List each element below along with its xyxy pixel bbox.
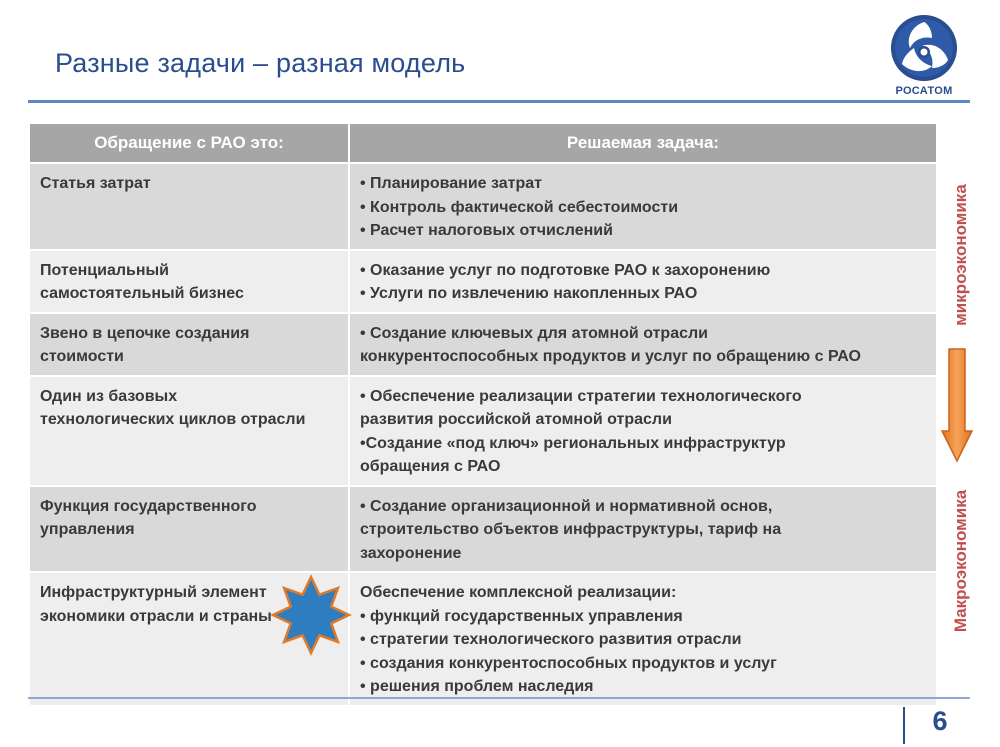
task-line: • Создание организационной и нормативной основ, (360, 497, 773, 515)
tasks-table (28, 122, 938, 707)
task-line: • Контроль фактической себестоимости (360, 198, 679, 216)
page-number: 6 (932, 706, 948, 736)
table-row (29, 250, 937, 313)
task-line: •Создание «под ключ» региональных инфраструктур (360, 434, 786, 452)
table-row (29, 376, 937, 486)
row-label-line: управления (40, 521, 135, 538)
task-line: Обеспечение комплексной реализации: (360, 584, 677, 601)
header-cell: Решаемая задача: (349, 123, 937, 163)
task-line: • функций государственных управления (360, 607, 683, 625)
slide-title: Разные задачи – разная модель (55, 48, 466, 78)
footer-accent-bar (903, 707, 905, 744)
header-cell: Обращение с РАО это: (29, 123, 349, 163)
row-label (29, 486, 349, 573)
task-line: • стратегии технологического развития отрасли (360, 631, 742, 648)
eight-point-star-icon (270, 574, 352, 656)
task-line: • Услуги по извлечению накопленных РАО (360, 285, 698, 302)
row-label-line: Статья затрат (40, 175, 151, 192)
task-line: развития российской атомной отрасли (360, 411, 672, 428)
row-label-line: технологических циклов отрасли (40, 411, 306, 428)
task-line: обращения с РАО (360, 458, 501, 475)
task-line: • Оказание услуг по подготовке РАО к захоронению (360, 261, 771, 279)
row-label-line: самостоятельный бизнес (40, 285, 244, 302)
row-tasks (349, 572, 937, 706)
task-line: конкурентоспособных продуктов и услуг по обращению с РАО (360, 348, 861, 365)
row-tasks (349, 376, 937, 486)
microeconomics-label: микроэкономика (951, 183, 970, 326)
task-line: • решения проблем наследия (360, 678, 594, 695)
table-row (29, 486, 937, 573)
rosatom-logo (888, 12, 960, 102)
microeconomics-label-box (943, 172, 979, 337)
row-label-line: Инфраструктурный элемент (40, 584, 267, 601)
row-label-line: стоимости (40, 348, 124, 365)
table-header-row (29, 123, 937, 163)
rosatom-atom-icon (888, 12, 960, 84)
logo-text: РОСАТОМ (895, 85, 953, 97)
row-label-line: Звено в цепочке создания (40, 324, 250, 342)
row-tasks (349, 313, 937, 376)
task-line: захоронение (360, 544, 462, 562)
macroeconomics-label-box (943, 478, 979, 643)
title-underline (28, 100, 970, 103)
row-label (29, 163, 349, 250)
task-line: строительство объектов инфраструктуры, тариф на (360, 521, 782, 538)
row-label-line: экономики отрасли и страны (40, 607, 272, 625)
footer-divider (28, 697, 970, 699)
row-label-line: Один из базовых (40, 387, 178, 405)
task-line: • создания конкурентоспособных продуктов и услуг (360, 654, 777, 672)
row-tasks (349, 486, 937, 573)
row-label (29, 313, 349, 376)
macroeconomics-label: Макроэкономика (951, 489, 970, 632)
task-line: • Расчет налоговых отчислений (360, 222, 613, 239)
row-tasks (349, 163, 937, 250)
task-line: • Обеспечение реализации стратегии технологического (360, 387, 802, 405)
down-arrow-icon (940, 347, 974, 463)
table-row (29, 313, 937, 376)
row-label-line: Потенциальный (40, 261, 170, 279)
row-tasks (349, 250, 937, 313)
table-row (29, 163, 937, 250)
row-label (29, 376, 349, 486)
row-label (29, 250, 349, 313)
row-label-line: Функция государственного (40, 497, 257, 515)
table-row (29, 572, 937, 706)
task-line: • Планирование затрат (360, 175, 543, 192)
task-line: • Создание ключевых для атомной отрасли (360, 324, 708, 342)
